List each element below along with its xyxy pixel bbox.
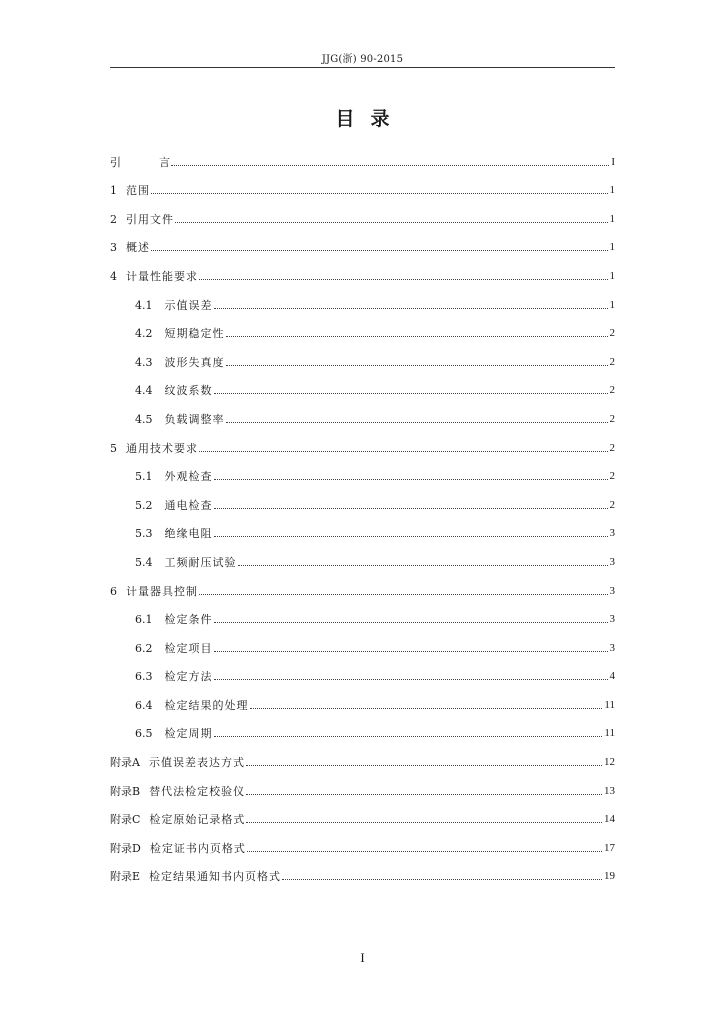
dot-leader [214,536,608,537]
toc-entry-page: 1 [609,212,615,225]
toc-entry[interactable] [110,168,615,197]
dot-leader [247,851,602,852]
toc-entry-number: 附录C [110,813,141,827]
toc-entry[interactable] [110,539,615,568]
toc-entry-page: 2 [609,441,615,454]
toc-entry-page: 2 [609,412,615,425]
toc-entry-label: 计量性能要求 [126,269,198,283]
toc-entry-number: 4 [110,269,117,283]
toc-entry[interactable] [110,682,615,711]
toc-entry-page: 2 [609,470,615,483]
toc-entry-page: 2 [609,384,615,397]
toc-entry-number: 4.4 [135,384,153,398]
dot-leader [246,822,602,823]
toc-entry-label: 工频耐压试验 [164,555,237,569]
toc-entry-number: 5 [110,441,117,455]
toc-entry-label: 波形失真度 [164,355,225,369]
toc-entry-label: 言 [159,155,170,169]
toc-entry[interactable] [110,511,615,540]
toc-entry-page: 1 [609,184,615,197]
toc-entry-number: 附录B [110,784,141,798]
toc-entry[interactable] [110,454,615,483]
toc-entry-page: 17 [604,841,615,854]
dot-leader [175,222,608,223]
dot-leader [214,479,608,480]
toc-entry-number: 4.5 [135,412,153,426]
toc-entry[interactable] [110,368,615,397]
toc-entry-label: 绝缘电阻 [164,527,213,541]
dot-leader [282,879,602,880]
dot-leader [199,451,608,452]
toc-entry-page: 3 [609,527,615,540]
toc-entry-page: 19 [604,870,615,883]
toc-entry-label: 检定结果的处理 [164,698,249,712]
toc-entry-label: 范围 [126,184,150,198]
toc-entry-page: 3 [609,613,615,626]
toc-entry-number: 3 [110,241,117,255]
dot-leader [226,336,608,337]
toc-entry-page: 4 [609,670,615,683]
dot-leader [238,565,608,566]
toc-entry[interactable] [110,253,615,282]
toc-entry-number: 附录A [110,756,140,770]
dot-leader [250,708,603,709]
dot-leader [214,736,603,737]
dot-leader [214,679,608,680]
toc-entry[interactable] [110,825,615,854]
toc-entry-page: 11 [604,698,615,711]
toc-entry-page: 2 [609,327,615,340]
toc-entry-label: 检定周期 [164,727,213,741]
toc-entry[interactable] [110,425,615,454]
toc-entry-label: 检定方法 [164,670,213,684]
toc-entry-number: 5.3 [135,527,153,541]
toc-entry[interactable] [110,139,615,168]
toc-entry[interactable] [110,396,615,425]
toc-entry-number: 1 [110,184,117,198]
toc-entry-label: 检定结果通知书内页格式 [149,870,282,884]
dot-leader [246,794,602,795]
toc-entry[interactable] [110,339,615,368]
toc-entry[interactable] [110,196,615,225]
toc-entry[interactable] [110,482,615,511]
running-header: JJG(浙) 90-2015 [321,54,404,65]
toc-entry-page: 14 [604,813,615,826]
page-number: I [360,950,365,965]
toc-entry-label: 示值误差表达方式 [148,756,245,770]
toc-entry-number: 6.5 [135,727,153,741]
toc-entry[interactable] [110,854,615,883]
toc-entry-label: 短期稳定性 [164,327,225,341]
toc-entry-label: 通电检查 [164,498,213,512]
header-rule [110,67,615,68]
dot-leader [214,393,608,394]
toc-entry[interactable] [110,711,615,740]
toc-entry[interactable] [110,625,615,654]
toc-entry-label: 纹波系数 [164,384,213,398]
toc-entry-label: 概述 [126,241,150,255]
toc-entry-number: 4.3 [135,355,153,369]
toc-entry-label: 负载调整率 [164,412,225,426]
dot-leader [226,422,608,423]
toc-entry-label: 检定证书内页格式 [149,841,246,855]
toc-entry-number: 5.1 [135,470,153,484]
toc-entry[interactable] [110,311,615,340]
toc-entry-number: 5.2 [135,498,153,512]
toc-entry-number: 6.4 [135,698,153,712]
toc-entry[interactable] [110,282,615,311]
table-of-contents [110,139,615,882]
toc-entry-label: 检定条件 [164,613,213,627]
dot-leader [214,622,608,623]
toc-entry-page: 2 [609,355,615,368]
toc-entry[interactable] [110,797,615,826]
dot-leader [151,250,608,251]
toc-entry-number: 附录E [110,870,141,884]
toc-entry-page: 1 [609,269,615,282]
toc-entry-page: 2 [609,498,615,511]
toc-entry[interactable] [110,654,615,683]
toc-entry-number: 附录D [110,841,141,855]
toc-entry-number: 4.2 [135,327,153,341]
dot-leader [199,279,608,280]
toc-entry-label: 通用技术要求 [126,441,198,455]
toc-entry-label: 计量器具控制 [126,584,198,598]
toc-entry[interactable] [110,225,615,254]
dot-leader [226,365,608,366]
toc-entry-label: 检定项目 [164,641,213,655]
dot-leader [214,651,608,652]
toc-entry-page: 1 [609,298,615,311]
toc-entry-number: 2 [110,212,117,226]
toc-entry-label: 外观检查 [164,470,213,484]
toc-entry-page: 3 [609,555,615,568]
toc-entry-page: I [611,155,615,168]
toc-entry-number: 6.1 [135,613,153,627]
toc-entry-number: 4.1 [135,298,153,312]
page-title: 目录 [335,108,406,130]
toc-entry-page: 12 [604,756,615,769]
dot-leader [151,193,608,194]
toc-entry-page: 13 [604,784,615,797]
toc-entry-page: 11 [604,727,615,740]
toc-entry-page: 1 [609,241,615,254]
toc-entry-number: 引 [110,155,121,169]
toc-entry-page: 3 [609,641,615,654]
toc-entry-label: 替代法检定校验仪 [149,784,246,798]
toc-entry-number: 5.4 [135,555,153,569]
toc-entry-number: 6.3 [135,670,153,684]
toc-entry-label: 检定原始记录格式 [149,813,246,827]
toc-entry[interactable] [110,739,615,768]
toc-entry-number: 6 [110,584,117,598]
toc-entry-page: 3 [609,584,615,597]
toc-entry-label: 示值误差 [164,298,213,312]
dot-leader [246,765,602,766]
toc-entry-number: 6.2 [135,641,153,655]
dot-leader [199,594,608,595]
toc-entry[interactable] [110,768,615,797]
dot-leader [214,308,608,309]
toc-entry[interactable] [110,597,615,626]
toc-entry[interactable] [110,568,615,597]
dot-leader [214,508,608,509]
dot-leader [171,165,609,166]
toc-entry-label: 引用文件 [126,212,174,226]
